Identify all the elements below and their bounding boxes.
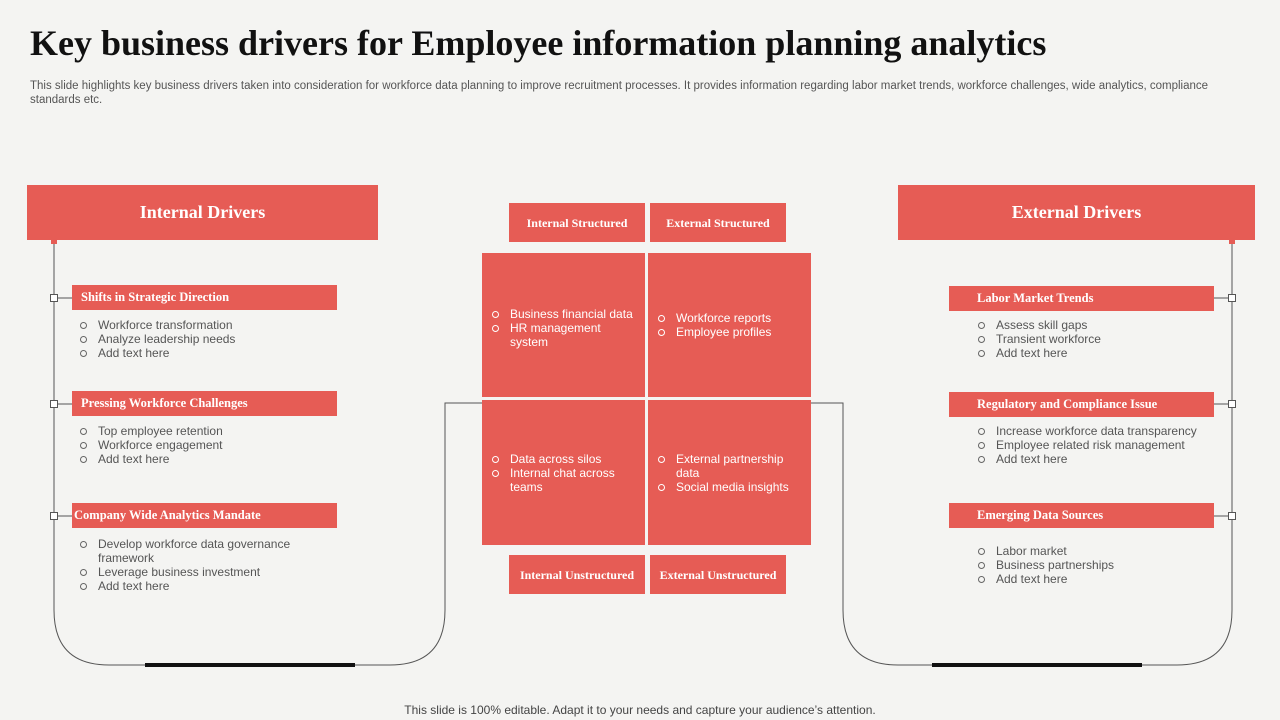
list-item: Add text here (978, 346, 1214, 360)
list-item: Business financial data (492, 307, 639, 321)
internal-structured-quadrant (482, 253, 645, 397)
list-item: Add text here (80, 579, 310, 593)
right-node-2 (1229, 401, 1236, 408)
list-item: Data across silos (492, 452, 639, 466)
internal-section-list (80, 318, 340, 360)
list-item: Increase workforce data transparency (978, 424, 1214, 438)
list-item: External partnership data (658, 452, 805, 480)
external-drivers-heading: External Drivers (898, 185, 1255, 240)
page-title: Key business drivers for Employee information planning analytics (30, 23, 1047, 63)
external-unstructured-label: External Unstructured (650, 555, 786, 594)
right-bar-accent (932, 663, 1142, 667)
internal-section-title: Pressing Workforce Challenges (72, 391, 337, 416)
internal-section-title: Company Wide Analytics Mandate (72, 503, 337, 528)
external-section-list (978, 424, 1214, 466)
list-item: Assess skill gaps (978, 318, 1214, 332)
internal-drivers-heading: Internal Drivers (27, 185, 378, 240)
internal-structured-label: Internal Structured (509, 203, 645, 242)
external-unstructured-quadrant (648, 400, 811, 545)
internal-unstructured-label: Internal Unstructured (509, 555, 645, 594)
page-subtitle: This slide highlights key business drivers taken into consideration for workforce data planning to improve recruitment processes. It provides information regarding labor market trends, workforce challenges, wide analytics, compliance standards etc. (30, 80, 1209, 106)
list-item: Top employee retention (80, 424, 340, 438)
list-item: Develop workforce data governance framework (80, 537, 310, 565)
left-node-2 (51, 401, 58, 408)
right-node-3 (1229, 513, 1236, 520)
internal-section-list (80, 424, 340, 466)
list-item: Workforce reports (658, 311, 805, 325)
external-section-list (978, 544, 1214, 586)
left-node-1 (51, 295, 58, 302)
internal-section-title: Shifts in Strategic Direction (72, 285, 337, 310)
list-item: Add text here (80, 452, 340, 466)
list-item: Workforce transformation (80, 318, 340, 332)
list-item: Business partnerships (978, 558, 1214, 572)
internal-unstructured-quadrant (482, 400, 645, 545)
list-item: Add text here (978, 572, 1214, 586)
right-node-1 (1229, 295, 1236, 302)
external-section-list (978, 318, 1214, 360)
list-item: Employee related risk management (978, 438, 1214, 452)
list-item: Labor market (978, 544, 1214, 558)
list-item: HR management system (492, 321, 639, 349)
external-structured-quadrant (648, 253, 811, 397)
list-item: Add text here (80, 346, 340, 360)
list-item: Workforce engagement (80, 438, 340, 452)
footer-note: This slide is 100% editable. Adapt it to your needs and capture your audience’s attention. (404, 703, 876, 717)
list-item: Transient workforce (978, 332, 1214, 346)
list-item: Add text here (978, 452, 1214, 466)
list-item: Employee profiles (658, 325, 805, 339)
external-section-title: Emerging Data Sources (949, 503, 1214, 528)
list-item: Social media insights (658, 480, 805, 494)
list-item: Internal chat across teams (492, 466, 639, 494)
list-item: Analyze leadership needs (80, 332, 340, 346)
internal-section-list (80, 537, 310, 593)
external-section-title: Regulatory and Compliance Issue (949, 392, 1214, 417)
list-item: Leverage business investment (80, 565, 310, 579)
left-bar-accent (145, 663, 355, 667)
left-node-3 (51, 513, 58, 520)
external-section-title: Labor Market Trends (949, 286, 1214, 311)
external-structured-label: External Structured (650, 203, 786, 242)
